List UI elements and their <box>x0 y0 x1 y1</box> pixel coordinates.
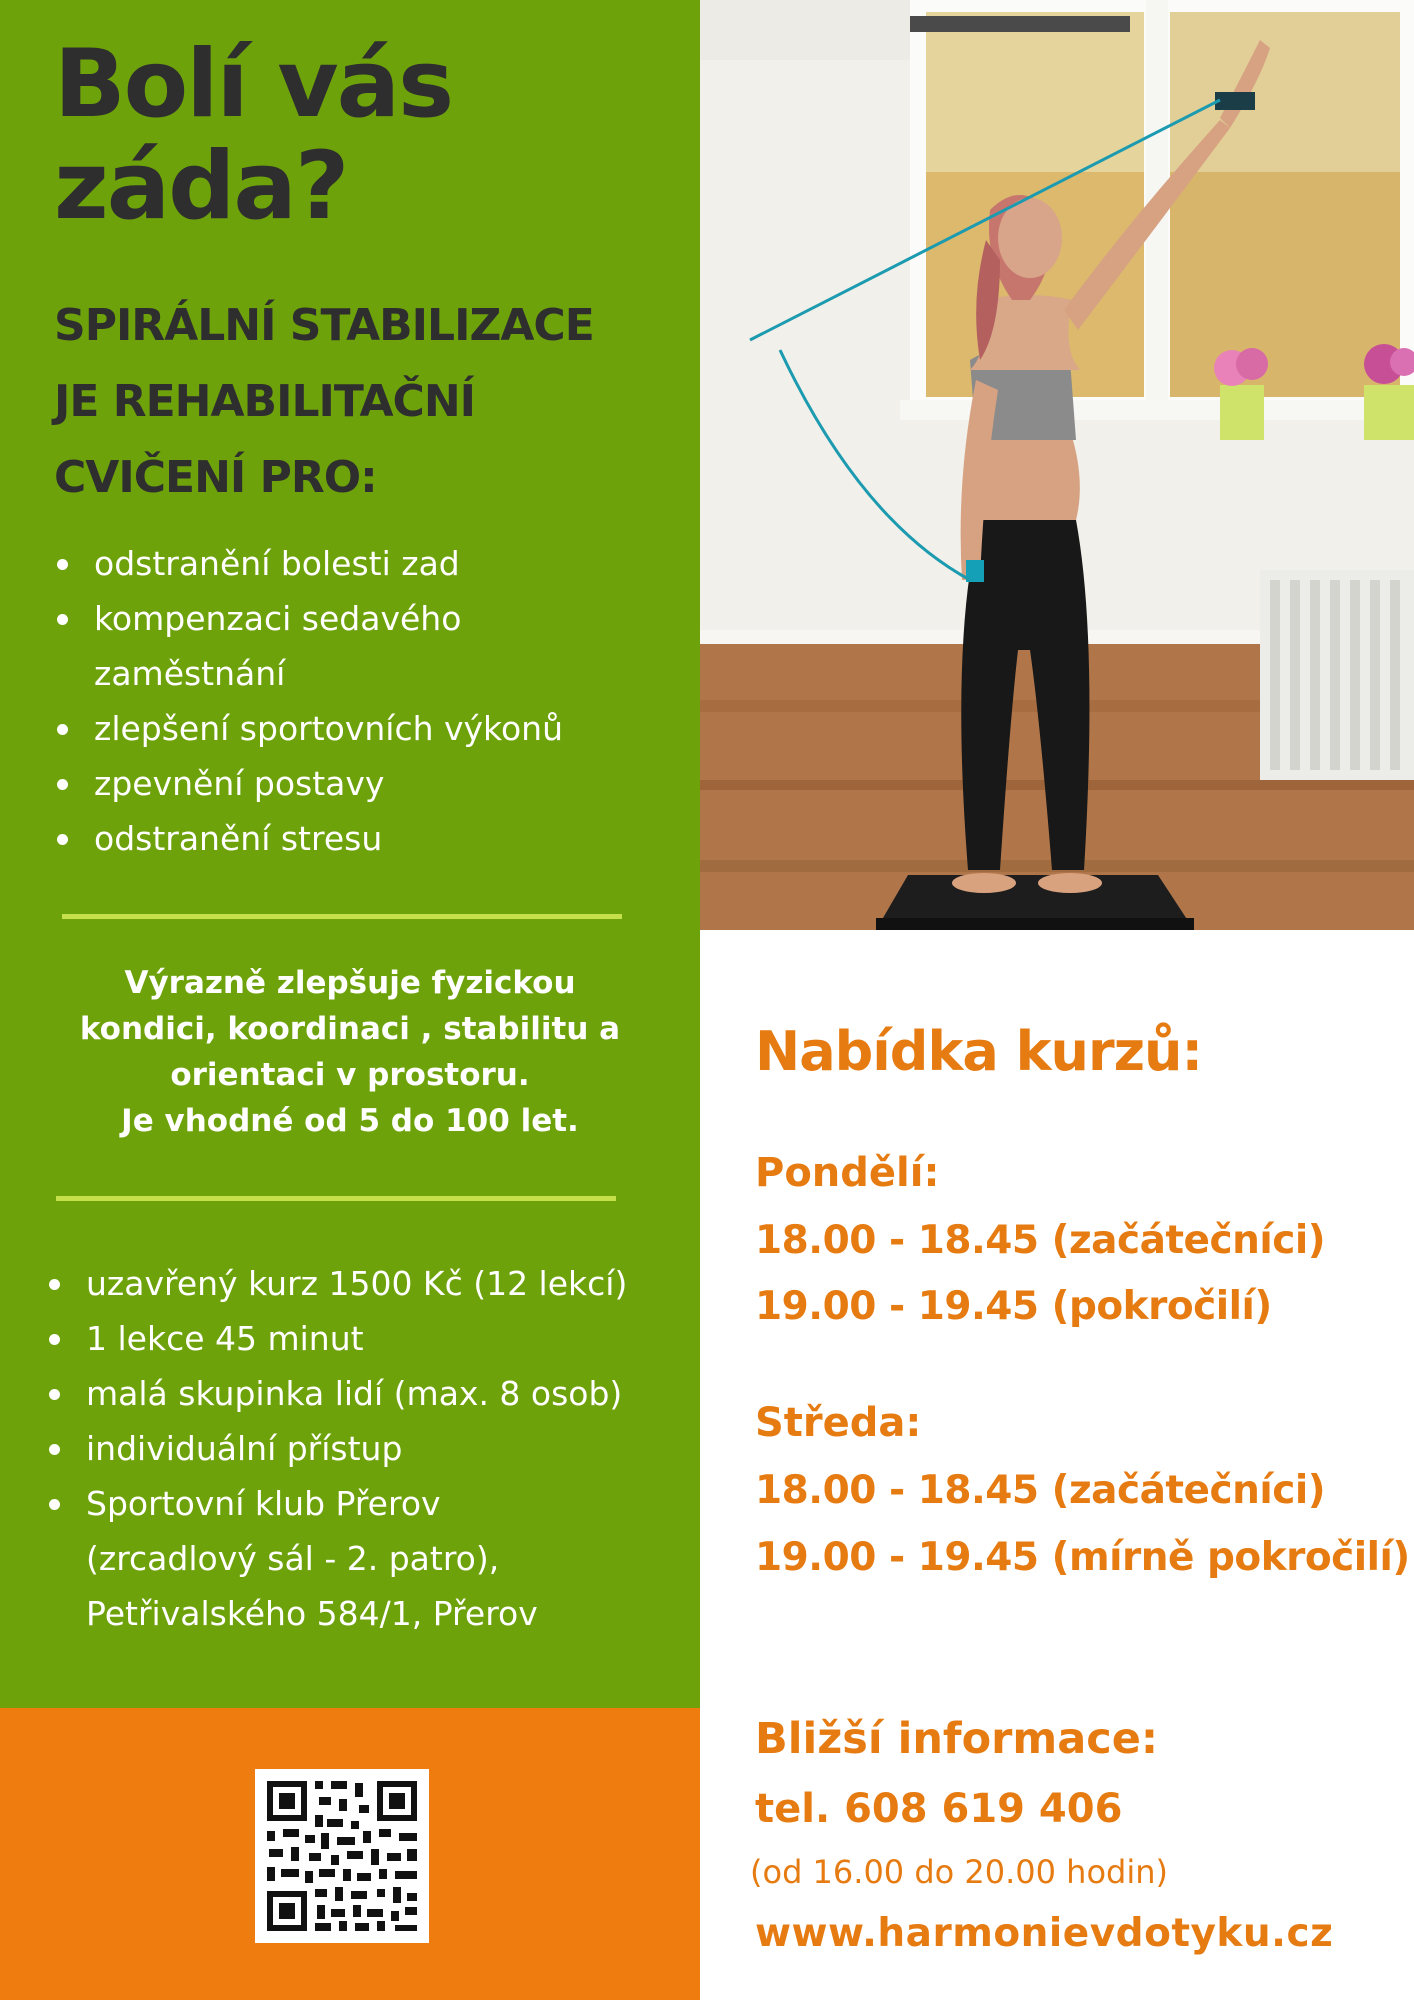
benefits-list <box>54 536 654 866</box>
day-heading: Středa: <box>755 1400 922 1446</box>
list-item-text: odstranění stresu <box>94 819 383 858</box>
list-item <box>54 811 654 866</box>
phone-link[interactable]: tel. 608 619 406 <box>755 1786 1123 1832</box>
list-item-text: (zrcadlový sál - 2. patro), <box>86 1539 500 1578</box>
benefit-statement <box>40 960 660 1144</box>
list-item-text: malá skupinka lidí (max. 8 osob) <box>86 1374 623 1413</box>
list-item-text: individuální přístup <box>86 1429 403 1468</box>
contact-title: Bližší informace: <box>755 1714 1159 1764</box>
benefit-line: Je vhodné od 5 do 100 let. <box>121 1103 579 1139</box>
list-item-text: zlepšení sportovních výkonů <box>94 709 564 748</box>
list-item-text: 1 lekce 45 minut <box>86 1319 364 1358</box>
list-item-text: Petřivalského 584/1, Přerov <box>86 1594 538 1633</box>
subheadline-line: CVIČENÍ PRO: <box>54 452 377 503</box>
headline-line: záda? <box>54 132 348 241</box>
benefit-line: Výrazně zlepšuje fyzickou <box>124 965 576 1001</box>
day-heading: Pondělí: <box>755 1150 940 1196</box>
course-details-list <box>46 1256 686 1641</box>
list-item <box>46 1421 686 1476</box>
woman-exercising-with-resistance-band-photo <box>700 0 1414 930</box>
course-slot: 19.00 - 19.45 (mírně pokročilí) <box>755 1535 1410 1580</box>
list-item-text: zaměstnání <box>94 654 286 693</box>
headline-line: Bolí vás <box>54 30 453 139</box>
subheadline <box>54 288 654 516</box>
list-item <box>46 1366 686 1421</box>
list-item <box>54 756 654 811</box>
courses-title: Nabídka kurzů: <box>755 1020 1203 1083</box>
subheadline-line: JE REHABILITAČNÍ <box>54 376 476 427</box>
qr-code-icon[interactable] <box>255 1769 429 1943</box>
headline <box>54 30 453 241</box>
list-item <box>46 1311 686 1366</box>
list-item <box>54 536 654 591</box>
benefit-line: kondici, koordinaci , stabilitu a <box>79 1011 621 1047</box>
list-item-text: odstranění bolesti zad <box>94 544 460 583</box>
list-item <box>54 701 654 756</box>
list-item <box>54 591 654 701</box>
website-link[interactable]: www.harmonievdotyku.cz <box>755 1911 1334 1956</box>
course-slot: 19.00 - 19.45 (pokročilí) <box>755 1284 1272 1329</box>
list-item-text: uzavřený kurz 1500 Kč (12 lekcí) <box>86 1264 628 1303</box>
list-item-text: Sportovní klub Přerov <box>86 1484 441 1523</box>
list-item-text: kompenzaci sedavého <box>94 599 462 638</box>
list-item <box>46 1256 686 1311</box>
contact-hours: (od 16.00 do 20.00 hodin) <box>750 1853 1168 1891</box>
course-slot: 18.00 - 18.45 (začátečníci) <box>755 1468 1326 1513</box>
subheadline-line: SPIRÁLNÍ STABILIZACE <box>54 300 594 351</box>
divider <box>56 1196 616 1201</box>
benefit-line: orientaci v prostoru. <box>170 1057 530 1093</box>
divider <box>62 914 622 919</box>
list-item-text: zpevnění postavy <box>94 764 385 803</box>
list-item <box>46 1476 686 1641</box>
course-slot: 18.00 - 18.45 (začátečníci) <box>755 1218 1326 1263</box>
